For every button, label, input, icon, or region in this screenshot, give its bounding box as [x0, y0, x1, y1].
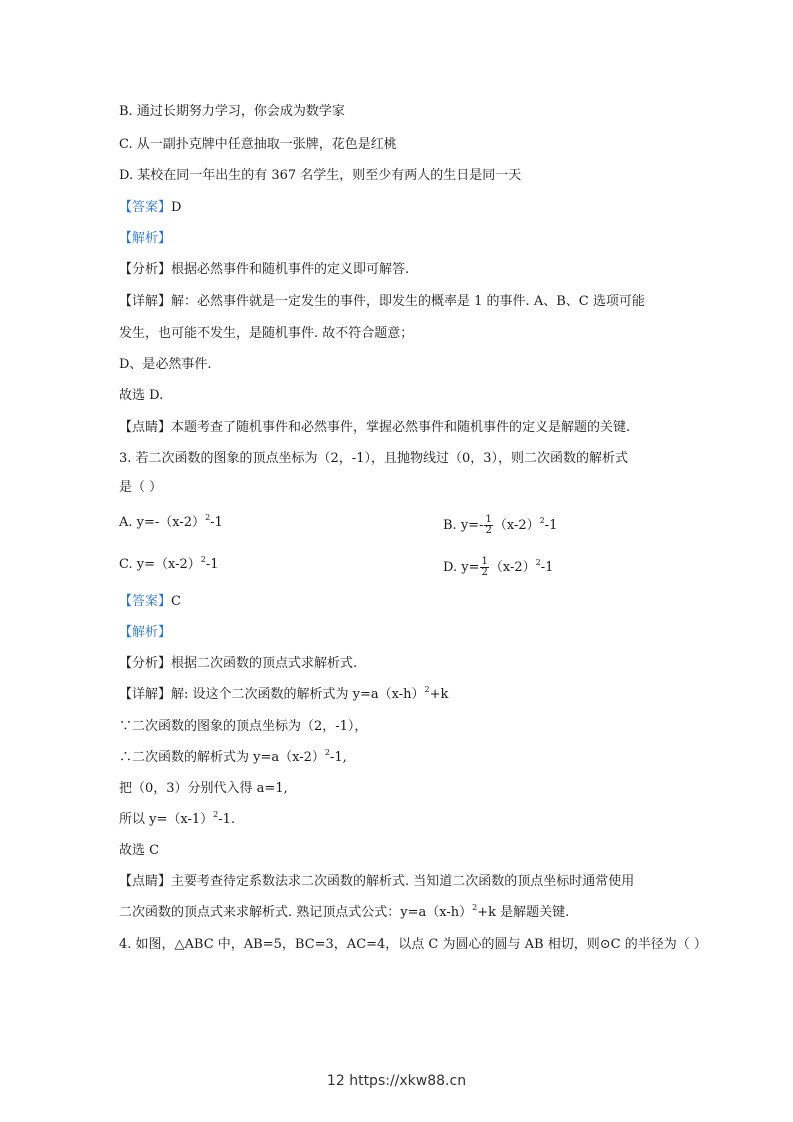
- q2-option-b: B. 通过长期努力学习，你会成为数学家: [119, 104, 345, 119]
- jiexi-tag: 【解析】: [119, 231, 172, 246]
- xiangjie-text: 解：必然事件就是一定发生的事件，即发生的概率是 1 的事件. A、B、C 选项可能: [171, 294, 645, 309]
- fenxi-tag: 【分析】: [119, 262, 172, 277]
- site-link[interactable]: https://xkw88.cn: [349, 1073, 467, 1089]
- answer-value: C: [171, 594, 181, 609]
- q3-substitute: 把（0，3）分别代入得 a=1,: [119, 781, 288, 796]
- answer-tag: 【答案】: [119, 594, 172, 609]
- q2-answer: [119, 200, 181, 216]
- q2-xiangjie-1: [119, 294, 645, 310]
- q2-jiexi-heading: [119, 231, 171, 247]
- dianjing-tag: 【点睛】: [119, 874, 172, 889]
- fenxi-tag: 【分析】: [119, 656, 172, 671]
- q3-result: 所以 $y=(x-1)^2-1$.: [119, 810, 236, 827]
- dianjing-tag: 【点睛】: [119, 420, 172, 435]
- jiexi-tag: 【解析】: [119, 625, 172, 640]
- q3-dianjing-1: [119, 874, 634, 890]
- q2-dianjing: [119, 420, 630, 436]
- q3-dianjing-2: 二次函数的顶点式来求解析式. 熟记顶点式公式：$y=a(x-h)^2+k$ 是解题关键.: [119, 903, 570, 920]
- dianjing-text: 主要考查待定系数法求二次函数的解析式. 当知道二次函数的顶点坐标时通常使用: [171, 874, 635, 889]
- xiangjie-tag: 【详解】: [119, 294, 172, 309]
- q2-fenxi: [119, 262, 409, 278]
- page-number: 12: [326, 1073, 345, 1089]
- q3-option-d: D. y= $\frac{1}{2}$ $(x-2)^2-1$: [443, 556, 554, 578]
- q3-xiangjie: 【详解】解: 设这个二次函数的解析式为 $y=a(x-h)^2+k$: [119, 685, 449, 702]
- q3-fenxi: [119, 656, 357, 672]
- q2-option-d: D. 某校在同一年出生的有 367 名学生，则至少有两人的生日是同一天: [119, 168, 522, 183]
- q2-xiangjie-2: 发生，也可能不发生，是随机事件. 故不符合题意；: [119, 326, 414, 341]
- fenxi-text: 根据必然事件和随机事件的定义即可解答.: [171, 262, 410, 277]
- q2-choose: 故选 D.: [119, 388, 164, 403]
- page-footer: [0, 1073, 793, 1089]
- q3-because: ∵二次函数的图象的顶点坐标为（2，-1），: [119, 719, 368, 734]
- q2-xiangjie-3: D、是必然事件.: [119, 357, 212, 372]
- q3-option-c: C. $y=(x-2)^2-1$: [119, 555, 219, 572]
- q4-stem: 4. 如图，△ABC 中，AB=5，BC=3，AC=4，以点 C 为圆心的圆与 AB 相切，则⊙C 的半径为（ ）: [119, 937, 707, 952]
- fenxi-text: 根据二次函数的顶点式求解析式.: [171, 656, 358, 671]
- answer-tag: 【答案】: [119, 200, 172, 215]
- q2-option-c: C. 从一副扑克牌中任意抽取一张牌，花色是红桃: [119, 137, 397, 152]
- xiangjie-tag: 【详解】: [119, 687, 172, 702]
- q3-stem-1: 3. 若二次函数的图象的顶点坐标为（2，-1），且抛物线过（0，3），则二次函数的解析式: [119, 451, 629, 466]
- dianjing-text: 本题考查了随机事件和必然事件，掌握必然事件和随机事件的定义是解题的关键.: [171, 420, 631, 435]
- answer-value: D: [171, 200, 182, 215]
- q3-stem-2: 是（ ）: [119, 480, 163, 495]
- q3-option-a: A. $y=-(x-2)^2-1$: [119, 513, 223, 530]
- q3-jiexi-heading: [119, 625, 171, 641]
- q3-answer: [119, 594, 181, 610]
- q3-therefore: ∴二次函数的解析式为 $y=a(x-2)^2-1$,: [119, 748, 347, 765]
- q3-choose: 故选 C: [119, 843, 160, 858]
- fraction: $\frac{1}{2}$: [485, 514, 492, 536]
- fraction: $\frac{1}{2}$: [481, 556, 488, 578]
- q3-option-b: B. y=- $\frac{1}{2}$ $(x-2)^2-1$: [443, 514, 558, 536]
